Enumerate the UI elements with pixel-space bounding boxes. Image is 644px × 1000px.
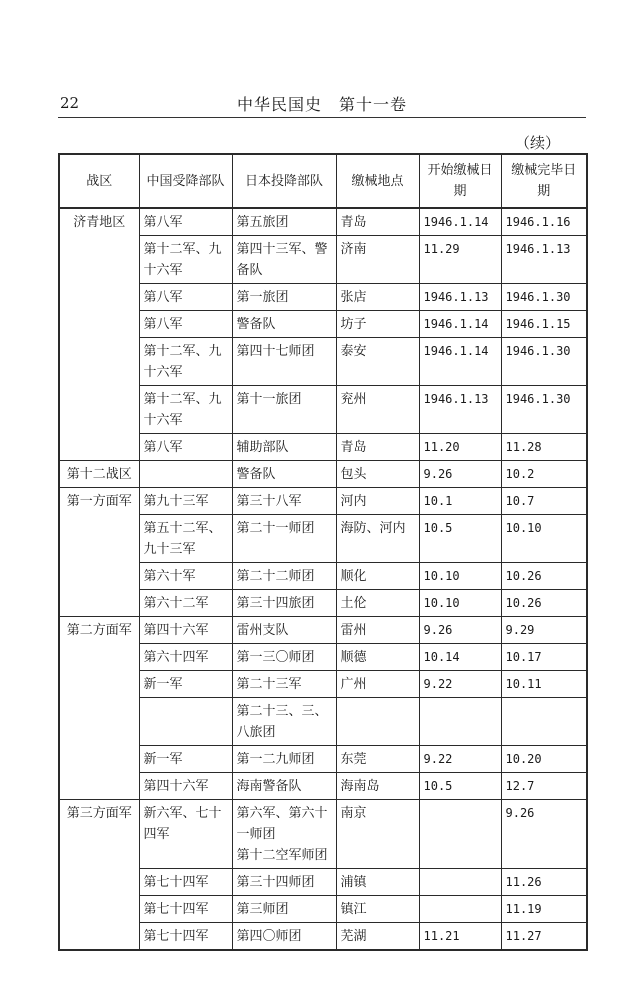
cell-chinese-unit: 第六十二军 — [139, 590, 232, 617]
table-row — [59, 800, 587, 869]
cell-chinese-unit: 第十二军、九十六军 — [139, 338, 232, 386]
cell-japanese-unit — [232, 284, 336, 311]
cell-zone: 第一方面军 — [59, 488, 139, 515]
cell-location: 张店 — [336, 284, 419, 311]
cell-line: 第六军、第六十一师团 — [236, 806, 328, 842]
table-header-row — [59, 154, 587, 208]
cell-end-date: 11.19 — [501, 896, 587, 923]
cell-zone — [59, 896, 139, 923]
cell-line: 第一二九师团 — [236, 752, 315, 767]
cell-zone — [59, 386, 139, 434]
cell-chinese-unit: 第十二军、九十六军 — [139, 386, 232, 434]
cell-line: 第三十四旅团 — [236, 596, 315, 611]
cell-japanese-unit — [232, 515, 336, 563]
table-row — [59, 671, 587, 698]
cell-end-date: 1946.1.30 — [501, 284, 587, 311]
cell-end-date: 1946.1.30 — [501, 338, 587, 386]
cell-location: 坊子 — [336, 311, 419, 338]
cell-location: 土伦 — [336, 590, 419, 617]
cell-japanese-unit — [232, 386, 336, 434]
cell-start-date — [419, 800, 501, 869]
cell-location: 浦镇 — [336, 869, 419, 896]
cell-location: 济南 — [336, 236, 419, 284]
cell-location: 东莞 — [336, 746, 419, 773]
cell-japanese-unit — [232, 461, 336, 488]
cell-line: 第三师团 — [236, 902, 289, 917]
table-row — [59, 773, 587, 800]
cell-end-date: 9.29 — [501, 617, 587, 644]
cell-chinese-unit: 第七十四军 — [139, 896, 232, 923]
cell-end-date: 11.27 — [501, 923, 587, 951]
cell-end-date: 10.17 — [501, 644, 587, 671]
cell-end-date: 10.11 — [501, 671, 587, 698]
table-row — [59, 434, 587, 461]
column-header-japanese-unit: 日本投降部队 — [232, 154, 336, 208]
cell-location: 青岛 — [336, 434, 419, 461]
cell-start-date — [419, 896, 501, 923]
cell-chinese-unit — [139, 461, 232, 488]
cell-end-date: 1946.1.13 — [501, 236, 587, 284]
cell-line: 第十二空军师团 — [236, 848, 328, 863]
cell-zone — [59, 923, 139, 951]
cell-japanese-unit — [232, 488, 336, 515]
cell-line: 第三十八军 — [236, 494, 302, 509]
table-row — [59, 284, 587, 311]
cell-chinese-unit: 第九十三军 — [139, 488, 232, 515]
cell-location: 芜湖 — [336, 923, 419, 951]
cell-line: 雷州支队 — [236, 623, 289, 638]
cell-zone — [59, 284, 139, 311]
cell-line: 第四十七师团 — [236, 344, 315, 359]
cell-start-date: 10.14 — [419, 644, 501, 671]
cell-start-date: 11.21 — [419, 923, 501, 951]
continued-label: （续） — [514, 134, 560, 152]
cell-location — [336, 698, 419, 746]
cell-japanese-unit — [232, 311, 336, 338]
cell-location: 泰安 — [336, 338, 419, 386]
cell-zone — [59, 515, 139, 563]
cell-location: 南京 — [336, 800, 419, 869]
cell-japanese-unit — [232, 563, 336, 590]
table-row — [59, 236, 587, 284]
table-row — [59, 515, 587, 563]
cell-line: 第二十三军 — [236, 677, 302, 692]
column-header-start-date: 开始缴械日期 — [419, 154, 501, 208]
cell-chinese-unit: 第六十四军 — [139, 644, 232, 671]
cell-end-date: 10.20 — [501, 746, 587, 773]
cell-location: 河内 — [336, 488, 419, 515]
cell-zone — [59, 338, 139, 386]
cell-japanese-unit — [232, 800, 336, 869]
cell-start-date — [419, 698, 501, 746]
cell-line: 海南警备队 — [236, 779, 302, 794]
cell-location: 顺化 — [336, 563, 419, 590]
cell-start-date: 1946.1.13 — [419, 386, 501, 434]
cell-chinese-unit: 新一军 — [139, 671, 232, 698]
cell-location: 海南岛 — [336, 773, 419, 800]
cell-chinese-unit: 第七十四军 — [139, 923, 232, 951]
cell-japanese-unit — [232, 617, 336, 644]
cell-line: 第四十三军、警备队 — [236, 242, 328, 278]
column-header-chinese-unit: 中国受降部队 — [139, 154, 232, 208]
cell-line: 第四〇师团 — [236, 929, 302, 944]
table-row — [59, 590, 587, 617]
cell-chinese-unit: 第四十六军 — [139, 773, 232, 800]
table-row — [59, 208, 587, 236]
cell-location: 顺德 — [336, 644, 419, 671]
cell-zone — [59, 590, 139, 617]
cell-end-date: 11.28 — [501, 434, 587, 461]
page-number: 22 — [60, 94, 80, 112]
cell-zone: 第三方面军 — [59, 800, 139, 869]
cell-end-date: 10.10 — [501, 515, 587, 563]
cell-japanese-unit — [232, 236, 336, 284]
table-row — [59, 563, 587, 590]
cell-start-date: 1946.1.14 — [419, 338, 501, 386]
cell-zone — [59, 773, 139, 800]
cell-start-date: 1946.1.14 — [419, 311, 501, 338]
table-row — [59, 386, 587, 434]
cell-zone: 第二方面军 — [59, 617, 139, 644]
cell-start-date: 10.10 — [419, 563, 501, 590]
cell-end-date: 9.26 — [501, 800, 587, 869]
cell-chinese-unit: 第七十四军 — [139, 869, 232, 896]
cell-line: 第十一旅团 — [236, 392, 302, 407]
table-row — [59, 923, 587, 951]
cell-location: 包头 — [336, 461, 419, 488]
cell-line: 警备队 — [236, 467, 276, 482]
cell-location: 青岛 — [336, 208, 419, 236]
cell-chinese-unit: 新六军、七十四军 — [139, 800, 232, 869]
cell-start-date: 9.22 — [419, 671, 501, 698]
cell-end-date: 10.26 — [501, 590, 587, 617]
cell-zone — [59, 434, 139, 461]
cell-line: 警备队 — [236, 317, 276, 332]
cell-start-date: 10.10 — [419, 590, 501, 617]
cell-zone: 济青地区 — [59, 208, 139, 236]
table-row — [59, 746, 587, 773]
cell-chinese-unit: 第十二军、九十六军 — [139, 236, 232, 284]
cell-end-date: 10.2 — [501, 461, 587, 488]
cell-end-date — [501, 698, 587, 746]
table-row — [59, 869, 587, 896]
cell-chinese-unit: 第八军 — [139, 311, 232, 338]
table-row — [59, 311, 587, 338]
cell-line: 辅助部队 — [236, 440, 289, 455]
cell-end-date: 11.26 — [501, 869, 587, 896]
cell-japanese-unit — [232, 208, 336, 236]
cell-japanese-unit — [232, 896, 336, 923]
column-header-end-date: 缴械完毕日期 — [501, 154, 587, 208]
running-title: 中华民国史 第十一卷 — [236, 95, 407, 114]
column-header-location: 缴械地点 — [336, 154, 419, 208]
cell-chinese-unit: 第五十二军、九十三军 — [139, 515, 232, 563]
cell-end-date: 10.7 — [501, 488, 587, 515]
table-body — [59, 208, 587, 950]
cell-start-date: 10.5 — [419, 773, 501, 800]
cell-start-date: 9.26 — [419, 617, 501, 644]
cell-start-date — [419, 869, 501, 896]
table-row — [59, 488, 587, 515]
cell-japanese-unit — [232, 869, 336, 896]
table-row — [59, 617, 587, 644]
cell-end-date: 1946.1.30 — [501, 386, 587, 434]
cell-start-date: 10.1 — [419, 488, 501, 515]
cell-end-date: 1946.1.16 — [501, 208, 587, 236]
cell-location: 雷州 — [336, 617, 419, 644]
cell-zone — [59, 869, 139, 896]
cell-zone — [59, 698, 139, 746]
cell-chinese-unit: 第八军 — [139, 434, 232, 461]
cell-chinese-unit: 第八军 — [139, 208, 232, 236]
cell-line: 第二十三、三、八旅团 — [236, 704, 328, 740]
cell-japanese-unit — [232, 746, 336, 773]
cell-chinese-unit: 第八军 — [139, 284, 232, 311]
cell-zone — [59, 746, 139, 773]
cell-location: 镇江 — [336, 896, 419, 923]
cell-zone — [59, 671, 139, 698]
table-row — [59, 698, 587, 746]
cell-end-date: 1946.1.15 — [501, 311, 587, 338]
cell-japanese-unit — [232, 671, 336, 698]
cell-chinese-unit — [139, 698, 232, 746]
cell-zone — [59, 236, 139, 284]
cell-line: 第二十二师团 — [236, 569, 315, 584]
cell-start-date: 9.22 — [419, 746, 501, 773]
cell-line: 第二十一师团 — [236, 521, 315, 536]
cell-start-date: 11.29 — [419, 236, 501, 284]
cell-end-date: 10.26 — [501, 563, 587, 590]
header-rule — [58, 117, 586, 118]
table-row — [59, 461, 587, 488]
cell-japanese-unit — [232, 590, 336, 617]
column-header-zone: 战区 — [59, 154, 139, 208]
cell-chinese-unit: 第四十六军 — [139, 617, 232, 644]
cell-line: 第一三〇师团 — [236, 650, 315, 665]
cell-chinese-unit: 新一军 — [139, 746, 232, 773]
cell-zone — [59, 311, 139, 338]
cell-location: 广州 — [336, 671, 419, 698]
cell-start-date: 10.5 — [419, 515, 501, 563]
table-row — [59, 896, 587, 923]
cell-line: 第五旅团 — [236, 215, 289, 230]
cell-start-date: 11.20 — [419, 434, 501, 461]
cell-start-date: 1946.1.14 — [419, 208, 501, 236]
cell-end-date: 12.7 — [501, 773, 587, 800]
cell-chinese-unit: 第六十军 — [139, 563, 232, 590]
cell-japanese-unit — [232, 698, 336, 746]
cell-japanese-unit — [232, 434, 336, 461]
cell-line: 第一旅团 — [236, 290, 289, 305]
cell-japanese-unit — [232, 773, 336, 800]
cell-start-date: 1946.1.13 — [419, 284, 501, 311]
table-row — [59, 644, 587, 671]
cell-start-date: 9.26 — [419, 461, 501, 488]
cell-location: 海防、河内 — [336, 515, 419, 563]
surrender-table — [58, 153, 588, 951]
cell-japanese-unit — [232, 644, 336, 671]
cell-zone — [59, 644, 139, 671]
cell-japanese-unit — [232, 338, 336, 386]
table-row — [59, 338, 587, 386]
cell-location: 兖州 — [336, 386, 419, 434]
cell-zone — [59, 563, 139, 590]
cell-line: 第三十四师团 — [236, 875, 315, 890]
cell-japanese-unit — [232, 923, 336, 951]
cell-zone: 第十二战区 — [59, 461, 139, 488]
